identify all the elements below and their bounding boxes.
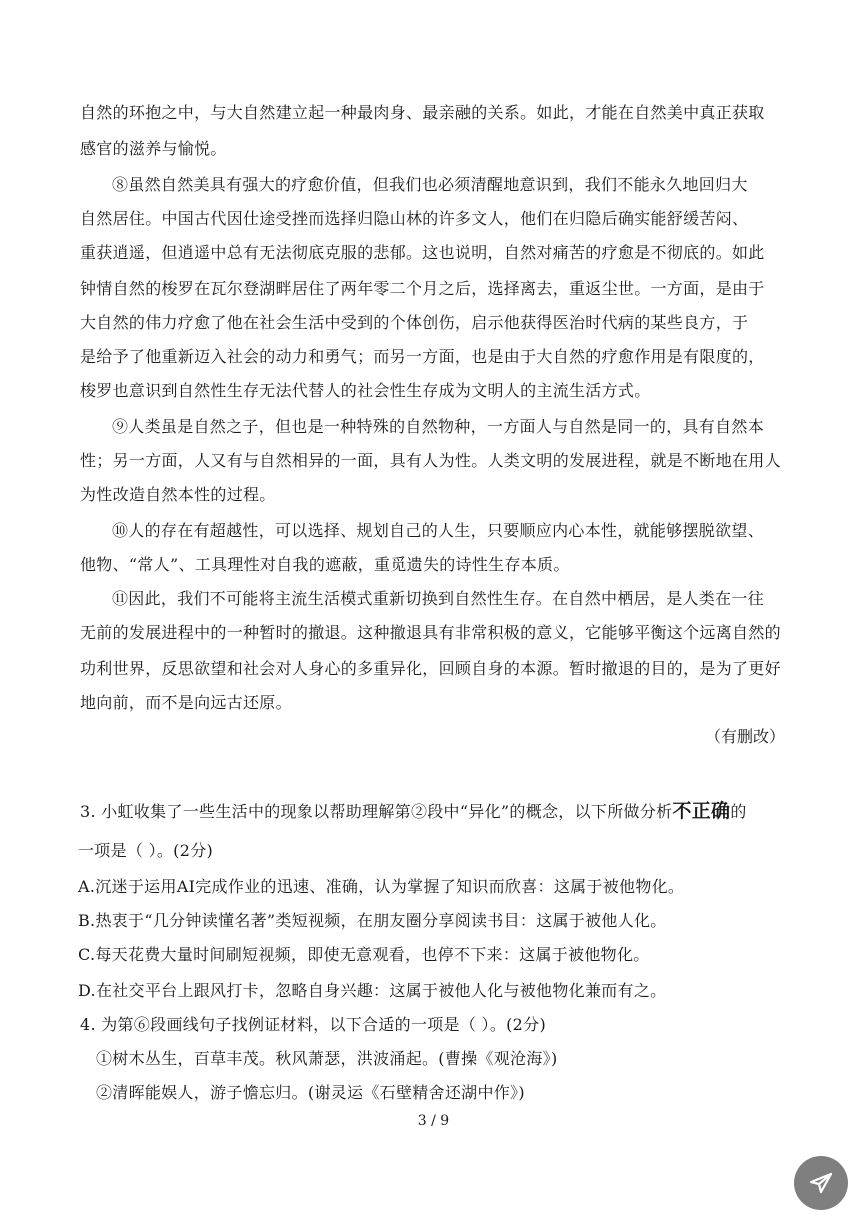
question-3-option-c: C.每天花费大量时间刷短视频，即使无意观看，也停不下来：这属于被他物化。 bbox=[78, 945, 650, 964]
passage-line: 自然的环抱之中，与大自然建立起一种最肉身、最亲融的关系。如此，才能在自然美中真正获取 bbox=[80, 103, 765, 122]
passage-line: 无前的发展进程中的一种暂时的撤退。这种撤退具有非常积极的意义，它能够平衡这个远离自然的 bbox=[80, 623, 781, 642]
question-3-option-b: B.热衷于“几分钟读懂名著”类短视频，在朋友圈分享阅读书目：这属于被他人化。 bbox=[78, 911, 667, 930]
passage-line: 是给予了他重新迈入社会的动力和勇气；而另一方面，也是由于大自然的疗愈作用是有限度的， bbox=[80, 347, 765, 366]
question-4-item: ①树木丛生，百草丰茂。秋风萧瑟，洪波涌起。(曹操《观沧海》) bbox=[96, 1049, 558, 1068]
question-3-option-a: A.沉迷于运用AI完成作业的迅速、准确，认为掌握了知识而欣喜：这属于被他物化。 bbox=[78, 877, 685, 896]
question-3-stem-line2: 一项是（ ）。(2分) bbox=[78, 841, 214, 860]
passage-line: 梭罗也意识到自然性生存无法代替人的社会性生存成为文明人的主流生活方式。 bbox=[80, 381, 651, 400]
source-note: （有删改） bbox=[704, 727, 785, 746]
passage-line: 功利世界，反思欲望和社会对人身心的多重异化，回顾自身的本源。暂时撤退的目的，是为了更好 bbox=[80, 659, 781, 678]
passage-line: 自然居住。中国古代因仕途受挫而选择归隐山林的许多文人，他们在归隐后确实能舒缓苦闷、 bbox=[80, 209, 749, 228]
page-number: 3 / 9 bbox=[417, 1113, 450, 1129]
passage-line: 大自然的伟力疗愈了他在社会生活中受到的个体创伤，启示他获得医治时代病的某些良方，于 bbox=[80, 313, 749, 332]
question-3-stem-end: 的 bbox=[730, 802, 747, 821]
paper-plane-icon bbox=[808, 1170, 834, 1196]
question-4-item: ②清晖能娱人，游子憺忘归。(谢灵运《石壁精舍还湖中作》) bbox=[96, 1083, 525, 1102]
question-3-stem-text: 3. 小虹收集了一些生活中的现象以帮助理解第②段中“异化”的概念，以下所做分析 bbox=[80, 802, 673, 821]
passage-line: ⑪因此，我们不可能将主流生活模式重新切换到自然性生存。在自然中栖居，是人类在一往 bbox=[112, 589, 765, 608]
passage-line: 地向前，而不是向远古还原。 bbox=[80, 693, 292, 712]
passage-line: 性；另一方面，人又有与自然相异的一面，具有人为性。人类文明的发展进程，就是不断地在用人 bbox=[80, 451, 781, 470]
question-3-emphasis: 不正确 bbox=[672, 800, 731, 822]
question-3-option-d: D.在社交平台上跟风打卡，忽略自身兴趣：这属于被他人化与被他物化兼而有之。 bbox=[78, 981, 667, 1000]
share-button[interactable] bbox=[794, 1156, 848, 1210]
passage-line: 重获逍遥，但逍遥中总有无法彻底克服的悲郁。这也说明，自然对痛苦的疗愈是不彻底的。如此 bbox=[80, 243, 765, 262]
question-3-stem bbox=[80, 800, 747, 823]
question-4-stem: 4. 为第⑥段画线句子找例证材料，以下合适的一项是（ ）。(2分) bbox=[80, 1015, 547, 1034]
passage-line: ⑩人的存在有超越性，可以选择、规划自己的人生，只要顺应内心本性，就能够摆脱欲望、 bbox=[112, 521, 765, 540]
passage-line: ⑨人类虽是自然之子，但也是一种特殊的自然物种，一方面人与自然是同一的，具有自然本 bbox=[112, 417, 765, 436]
passage-line: ⑧虽然自然美具有强大的疗愈价值，但我们也必须清醒地意识到，我们不能永久地回归大 bbox=[112, 175, 748, 194]
passage-line: 钟情自然的梭罗在瓦尔登湖畔居住了两年零二个月之后，选择离去，重返尘世。一方面，是由于 bbox=[80, 279, 765, 298]
passage-line: 他物、“常人”、工具理性对自我的遮蔽，重觅遗失的诗性生存本质。 bbox=[80, 555, 570, 574]
passage-line: 感官的滋养与愉悦。 bbox=[80, 139, 227, 158]
passage-line: 为性改造自然本性的过程。 bbox=[80, 485, 276, 504]
